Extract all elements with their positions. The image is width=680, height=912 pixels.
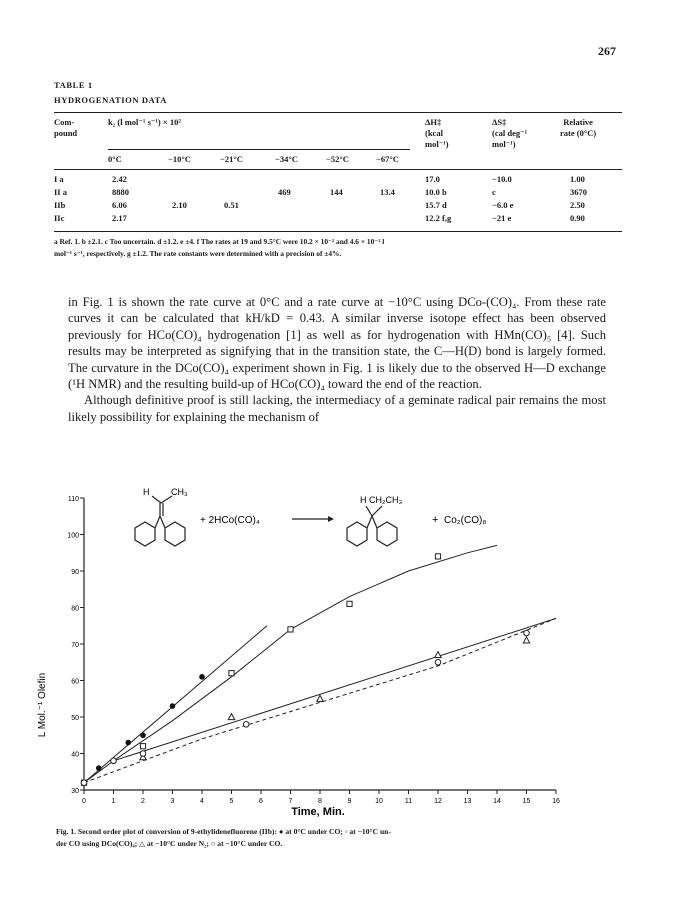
table-cell-rel: 1.00 xyxy=(570,174,585,184)
table-cell-compound: I a xyxy=(54,174,64,184)
table-cell-t67: 13.4 xyxy=(380,187,395,197)
x-tick-label: 2 xyxy=(141,798,145,805)
figure-caption-2: der CO using DCo(CO)₄; △ at −10°C under N₂; ○ at −10°C under CO. xyxy=(56,839,283,848)
data-point-square xyxy=(140,744,145,749)
table-cell-dS: −6.0 e xyxy=(492,200,514,210)
data-point-square xyxy=(229,671,234,676)
cobalt-product: Co₂(CO)₈ xyxy=(444,515,487,526)
data-point-open-circle xyxy=(81,780,87,786)
x-tick-label: 1 xyxy=(111,798,116,805)
y-tick-label: 90 xyxy=(71,569,79,576)
x-tick-label: 15 xyxy=(522,798,531,805)
table-cell-rel: 3670 xyxy=(570,187,587,197)
plot-area xyxy=(67,496,560,805)
product-left-ring xyxy=(347,522,367,546)
table-cell-t0: 6.06 xyxy=(112,200,127,210)
y-tick-label: 100 xyxy=(67,532,79,540)
data-point-filled-circle xyxy=(199,674,205,680)
x-tick-label: 3 xyxy=(170,798,175,805)
x-tick-label: 11 xyxy=(404,798,413,805)
reaction-plus: + xyxy=(432,514,439,526)
temp-67: −67°C xyxy=(376,154,399,164)
reactant-h-label: H xyxy=(143,487,150,497)
y-tick-label: 60 xyxy=(71,678,79,686)
product-bond-h xyxy=(366,506,372,516)
y-tick-label: 50 xyxy=(71,715,79,722)
y-tick-label: 80 xyxy=(71,605,79,613)
x-tick-label: 6 xyxy=(259,798,263,805)
table-cell-dH: 15.7 d xyxy=(425,200,447,210)
header-ds: ΔS‡ (cal deg⁻¹ mol⁻¹) xyxy=(492,117,528,149)
y-tick-label: 40 xyxy=(71,751,79,759)
reactant-right-ring xyxy=(165,522,185,546)
data-point-open-circle xyxy=(524,630,530,636)
table-cell-rel: 0.90 xyxy=(570,213,585,223)
table-cell-compound: IIb xyxy=(54,200,66,210)
table-title: HYDROGENATION DATA xyxy=(54,95,168,105)
header-compound: Com- pound xyxy=(54,117,78,138)
data-point-square xyxy=(347,601,352,606)
table-cell-dH: 10.0 b xyxy=(425,187,447,197)
x-tick-label: 4 xyxy=(200,798,204,805)
header-k2: k₂ (l mol⁻¹ s⁻¹) × 10² xyxy=(108,117,181,127)
table-cell-dH: 12.2 f,g xyxy=(425,213,452,223)
x-tick-label: 9 xyxy=(347,798,352,805)
data-point-square xyxy=(435,554,440,559)
x-tick-label: 12 xyxy=(434,798,442,805)
temp-52: −52°C xyxy=(326,154,349,164)
x-tick-label: 14 xyxy=(493,798,501,805)
reactant-bond-ch3 xyxy=(161,496,172,503)
data-point-square xyxy=(288,627,293,632)
data-point-open-circle xyxy=(435,659,441,665)
figure-1 xyxy=(0,470,680,820)
product-substituents: H CH₂CH₃ xyxy=(360,495,403,505)
table-cell-dS: −21 e xyxy=(492,213,512,223)
table-cell-compound: II a xyxy=(54,187,67,197)
body-text xyxy=(68,294,606,425)
table-cell-t52: 144 xyxy=(330,187,343,197)
product-structure xyxy=(347,506,397,546)
table-footnote-1: a Ref. 1. b ±2.1. c Too uncertain. d ±1.2. e ±4. f The rates at 19 and 9.5°C were 10.2 × 10⁻² and 4.6 × 10⁻² l xyxy=(54,237,385,246)
x-tick-label: 7 xyxy=(288,798,293,805)
data-point-filled-circle xyxy=(170,703,176,709)
table-header-rule xyxy=(54,169,622,170)
reactant-five-ring xyxy=(155,516,165,528)
x-tick-label: 0 xyxy=(82,798,86,805)
data-point-open-circle xyxy=(111,758,117,764)
body-paragraph-2: Although definitive proof is still lacking, the intermediacy of a geminate radical pair remains the most likely possibility for explaining the mechanism of xyxy=(68,393,606,424)
table-cell-t10: 2.10 xyxy=(172,200,187,210)
product-bond-ethyl xyxy=(372,506,382,516)
page-number: 267 xyxy=(598,44,616,58)
k2-subrule xyxy=(108,149,410,150)
data-point-open-circle xyxy=(243,722,249,728)
data-point-filled-circle xyxy=(125,740,131,746)
reactant-structure xyxy=(135,496,185,546)
temp-0: 0°C xyxy=(108,154,122,164)
y-tick-label: 110 xyxy=(67,496,79,503)
temp-21: −21°C xyxy=(220,154,243,164)
reactant-bond-h xyxy=(152,496,161,503)
table-bottom-rule xyxy=(54,231,622,232)
reaction-reagent: + 2HCo(CO)₄ xyxy=(200,515,260,526)
table-cell-t0: 2.17 xyxy=(112,213,127,223)
x-axis-label: Time, Min. xyxy=(291,806,345,818)
body-paragraph-1: in Fig. 1 is shown the rate curve at 0°C and a rate curve at −10°C using DCo-(CO)₄. From these rate curves it can be calculated that kH/kD = 0.43. A similar inverse isotope effect has been observed previously for HCo(CO)₄ hydrogenation [1] as well as for hydrogenation with HMn(CO)₅ [4]. Such results may be interpreted as signifying that in the transition state, the C—H(D) bond is largely formed. The curvature in the DCo(CO)₄ experiment shown in Fig. 1 is likely due to the observed H—D exchange (¹H NMR) and the resulting build-up of HCo(CO)₄ toward the end of the reaction. xyxy=(68,295,606,392)
fit-line-4 xyxy=(114,618,557,760)
x-tick-label: 16 xyxy=(552,798,560,805)
table-cell-dH: 17.0 xyxy=(425,174,440,184)
table-top-rule xyxy=(54,112,622,113)
data-point-open-circle xyxy=(140,751,146,757)
data-point-filled-circle xyxy=(140,732,146,738)
temp-34: −34°C xyxy=(275,154,298,164)
reactant-ch3-label: CH₃ xyxy=(171,487,188,497)
data-point-triangle xyxy=(228,714,234,720)
data-point-triangle xyxy=(523,637,529,643)
table-footnote-2: mol⁻¹ s⁻¹, respectively. g ±1.2. The rate constants were determined with a precision of ±4%. xyxy=(54,249,342,258)
table-label: TABLE 1 xyxy=(54,80,93,90)
table-cell-t0: 2.42 xyxy=(112,174,127,184)
y-tick-label: 70 xyxy=(71,642,79,649)
table-cell-t0: 8880 xyxy=(112,187,129,197)
y-axis-label: L Mol.⁻¹ Olefin xyxy=(37,672,48,738)
reaction-arrow-head xyxy=(328,516,334,522)
table-cell-t21: 0.51 xyxy=(224,200,239,210)
data-point-triangle xyxy=(435,652,441,658)
product-right-ring xyxy=(377,522,397,546)
temp-10: −10°C xyxy=(168,154,191,164)
header-dh: ΔH‡ (kcal mol⁻¹) xyxy=(425,117,449,149)
x-tick-label: 13 xyxy=(463,798,472,805)
x-tick-label: 10 xyxy=(375,798,383,805)
table-cell-rel: 2.50 xyxy=(570,200,585,210)
header-relative-rate: Relative rate (0°C) xyxy=(560,117,597,138)
x-tick-label: 8 xyxy=(318,798,322,805)
reactant-left-ring xyxy=(135,522,155,546)
y-tick-label: 30 xyxy=(71,788,79,795)
table-cell-dS: −10.0 xyxy=(492,174,512,184)
table-cell-dS: c xyxy=(492,187,496,197)
figure-caption-1: Fig. 1. Second order plot of conversion of 9-ethylidenefluorene (IIb): ● at 0°C under CO; ▫ at −10°C un- xyxy=(56,827,391,836)
data-point-triangle xyxy=(317,695,323,701)
x-tick-label: 5 xyxy=(229,798,234,805)
table-cell-compound: IIc xyxy=(54,213,65,223)
data-point-filled-circle xyxy=(96,765,102,771)
table-cell-t34: 469 xyxy=(278,187,291,197)
product-five-ring xyxy=(367,516,377,528)
